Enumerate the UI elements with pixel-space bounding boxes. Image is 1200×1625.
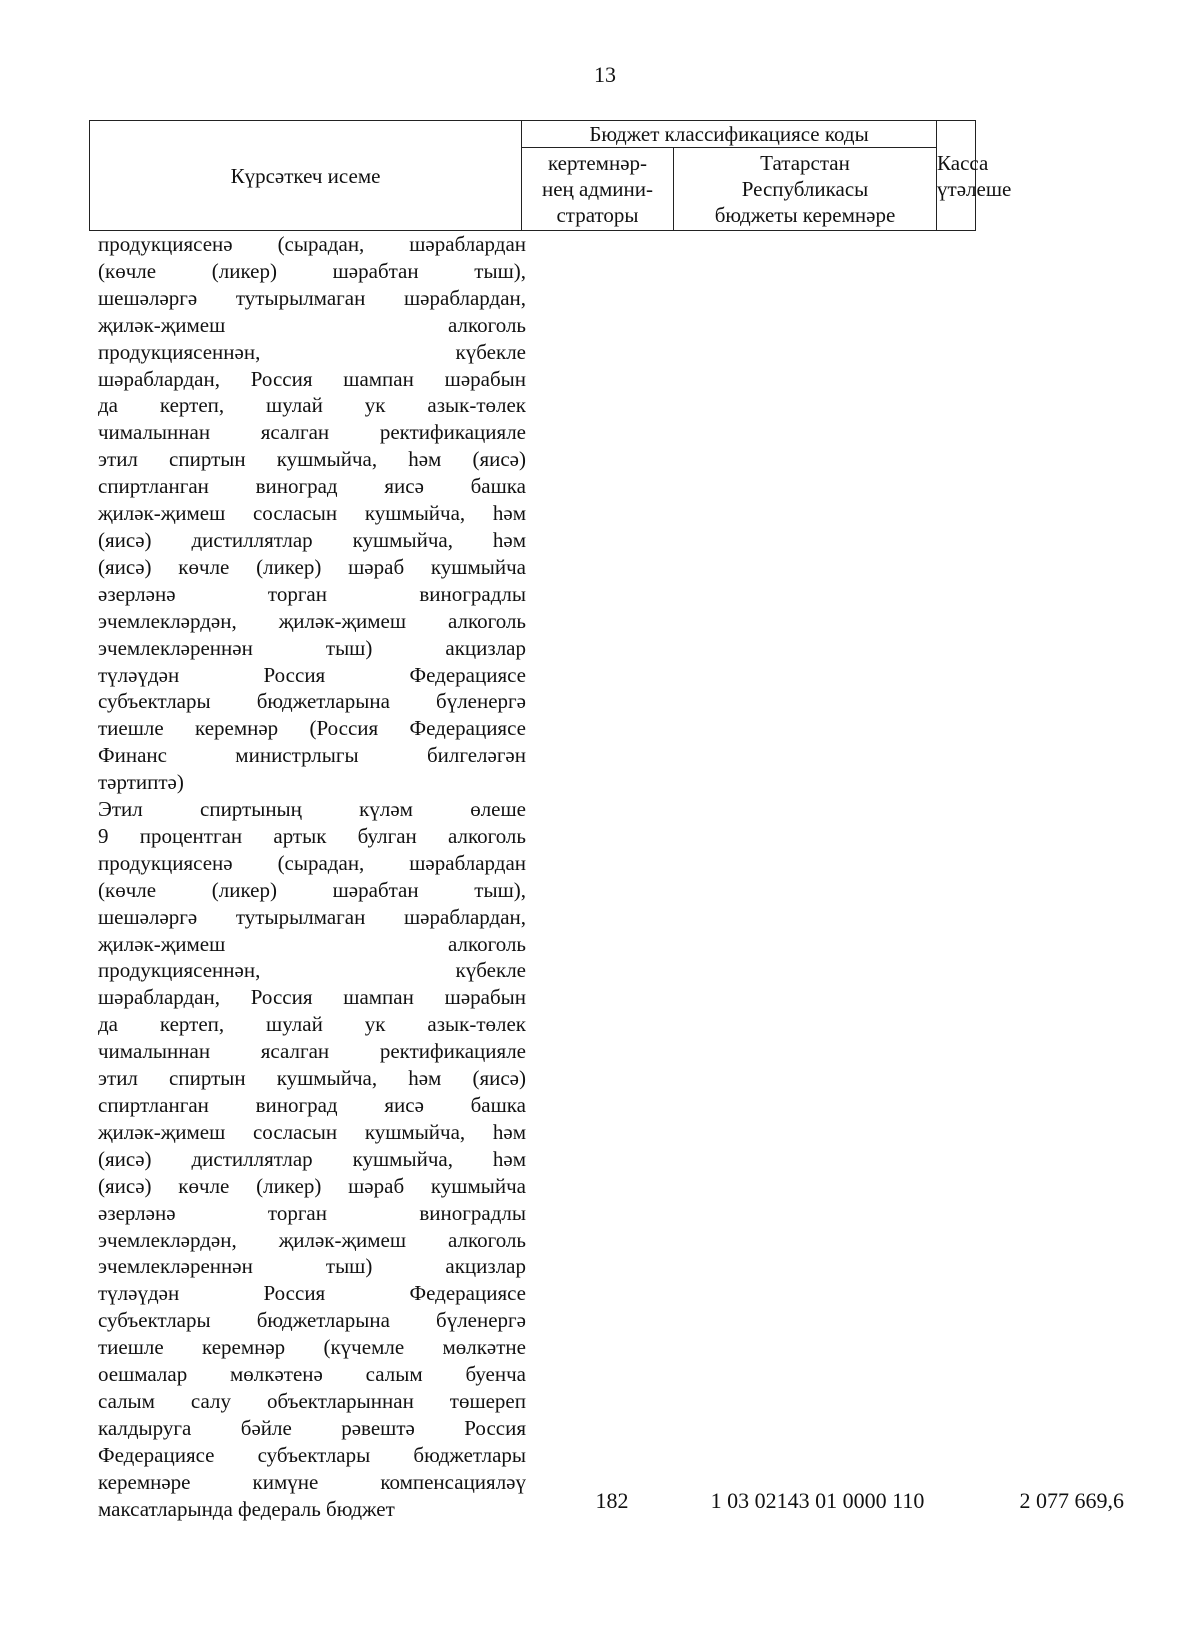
text-line: тиешле керемнәр (Россия Федерациясе [98, 716, 526, 741]
text-line: продукциясеннән, күбекле [98, 958, 526, 983]
indicator-text-column [98, 231, 526, 1523]
text-line: җиләк-җимеш алкоголь [98, 931, 526, 956]
text-line: салым салу объектларыннан төшереп [98, 1388, 526, 1413]
text-line: түләүдән Россия Федерациясе [98, 662, 526, 687]
text-line: спиртланган виноград яисә башка [98, 474, 526, 499]
header-indicator-name: Күрсәткеч исеме [90, 121, 522, 231]
text-line: продукциясеннән, күбекле [98, 339, 526, 364]
cell-revenue-code: 1 03 02143 01 0000 110 [710, 1488, 925, 1513]
header-cash-execution [937, 121, 1012, 231]
header-cash-line: Касса [937, 150, 989, 175]
header-cash-line: үтәлеше [937, 176, 1012, 201]
header-revenue-line: бюджеты керемнәре [714, 203, 896, 227]
text-line: эчемлекләреннән тыш) акцизлар [98, 1254, 526, 1279]
page-number: 13 [594, 62, 616, 87]
text-line: (яисә) дистиллятлар кушмыйча, һәм [98, 1146, 526, 1171]
text-line: җиләк-җимеш сосласын кушмыйча, һәм [98, 1119, 526, 1144]
text-line: җиләк-җимеш сосласын кушмыйча, һәм [98, 501, 526, 526]
text-line: әзерләнә торган виноградлы [98, 581, 526, 606]
header-admin-line: нең админи- [541, 177, 654, 201]
text-line: максатларында федераль бюджет [98, 1496, 395, 1521]
text-line: Федерациясе субъектлары бюджетлары [98, 1442, 526, 1467]
text-line: продукциясенә (сырадан, шәраблардан [98, 232, 526, 256]
text-line: чималыннан ясалган ректификацияле [98, 420, 526, 445]
indicator-text-ethyl-alcohol-excise [98, 796, 526, 1522]
text-line: субъектлары бюджетларына бүленергә [98, 1308, 526, 1333]
text-line: әзерләнә торган виноградлы [98, 1200, 526, 1225]
text-line: тиешле керемнәр (күчемле мөлкәтне [98, 1335, 526, 1360]
header-revenue-administrators [522, 148, 674, 231]
header-revenue-line: Татарстан [760, 151, 850, 175]
header-admin-line: кертемнәр- [547, 151, 648, 175]
text-line: Этил спиртының күләм өлеше [98, 797, 526, 822]
text-line: оешмалар мөлкәтенә салым буенча [98, 1362, 526, 1387]
text-line: да кертеп, шулай ук азык-төлек [98, 393, 526, 418]
text-line: чималыннан ясалган ректификацияле [98, 1039, 526, 1064]
indicator-text-continued [98, 231, 526, 796]
text-line: спиртланган виноград яисә башка [98, 1093, 526, 1117]
text-line: шешәләргә тутырылмаган шәраблардан, [98, 904, 526, 929]
text-line: субъектлары бюджетларына бүленергә [98, 689, 526, 714]
text-line: эчемлекләрдән, җиләк-җимеш алкоголь [98, 608, 526, 633]
header-republic-budget-revenues [674, 148, 937, 231]
text-line: түләүдән Россия Федерациясе [98, 1281, 526, 1306]
text-line: җиләк-җимеш алкоголь [98, 312, 526, 337]
text-line: эчемлекләрдән, җиләк-җимеш алкоголь [98, 1227, 526, 1252]
text-line: 9 процентган артык булган алкоголь [98, 823, 526, 848]
cell-admin-code: 182 [595, 1488, 629, 1513]
text-line: этил спиртын кушмыйча, һәм (яисә) [98, 447, 526, 472]
text-line: (яисә) көчле (ликер) шәраб кушмыйча [98, 554, 526, 579]
text-line: (яисә) көчле (ликер) шәраб кушмыйча [98, 1173, 526, 1198]
header-budget-classification-code: Бюджет классификациясе коды [522, 121, 937, 148]
text-line: шәраблардан, Россия шампан шәрабын [98, 366, 526, 391]
cell-cash-execution: 2 077 669,6 [1019, 1488, 1124, 1513]
text-line: (көчле (ликер) шәрабтан тыш), [98, 258, 526, 283]
text-line: (яисә) дистиллятлар кушмыйча, һәм [98, 527, 526, 552]
text-line: керемнәре кимүне компенсацияләү [98, 1469, 526, 1494]
text-line: шешәләргә тутырылмаган шәраблардан, [98, 285, 526, 310]
text-line: эчемлекләреннән тыш) акцизлар [98, 635, 526, 660]
text-line: этил спиртын кушмыйча, һәм (яисә) [98, 1066, 526, 1091]
text-line: калдыруга бәйле рәвештә Россия [98, 1415, 526, 1440]
text-line: Финанс министрлыгы билгеләгән [98, 743, 526, 768]
text-line: тәртиптә) [98, 770, 184, 795]
header-revenue-line: Республикасы [741, 177, 869, 201]
text-line: продукциясенә (сырадан, шәраблардан [98, 850, 526, 875]
text-line: шәраблардан, Россия шампан шәрабын [98, 985, 526, 1010]
table-header [89, 120, 1012, 231]
text-line: да кертеп, шулай ук азык-төлек [98, 1012, 526, 1037]
text-line: (көчле (ликер) шәрабтан тыш), [98, 877, 526, 902]
header-admin-line: страторы [556, 203, 639, 227]
